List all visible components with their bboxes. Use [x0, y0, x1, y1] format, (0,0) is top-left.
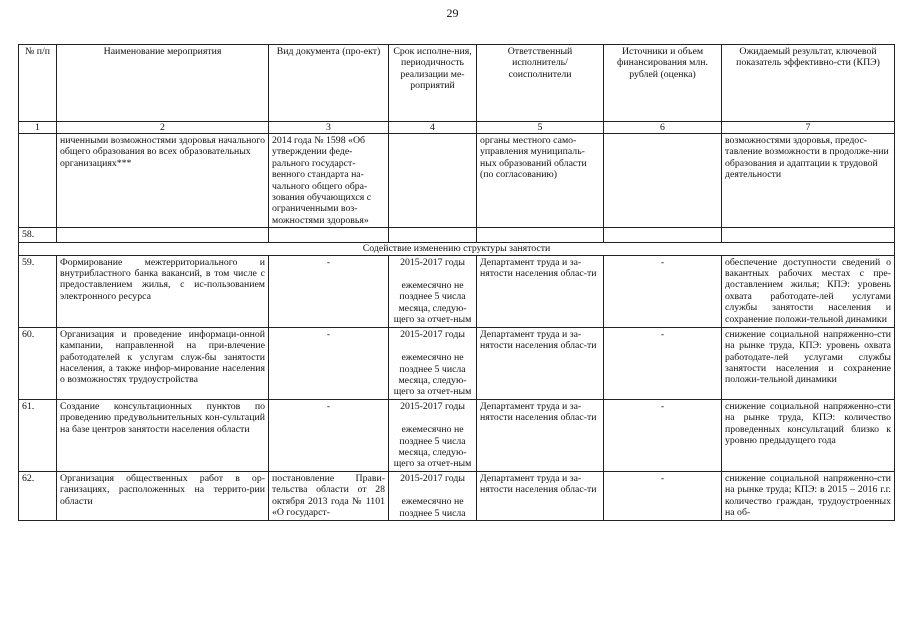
measure-name: Формирование межтерриториального и внутрибластного банка вакансий, в том числе с предоставлением жилья, с ис-пользованием электронного ресурса: [57, 255, 269, 327]
table-row-58: [19, 228, 895, 242]
responsible: Департамент труда и за-нятости населения облас-ти: [477, 327, 604, 399]
section-title: Содействие изменению структуры занятости: [19, 242, 895, 255]
column-number: 4: [389, 122, 477, 134]
responsible: Департамент труда и за-нятости населения облас-ти: [477, 255, 604, 327]
expected-result: снижение социальной напряженно-сти на рынке труда, КПЭ: уровень охвата работодате-лей услугами службы занятости населения и сохранение положи-тельной динамики: [722, 327, 895, 399]
term-years: 2015-2017 годы: [400, 400, 465, 412]
table-row: [19, 471, 895, 520]
measure-name: Организация и проведение информаци-онной кампании, направленной на при-влечение работодателей к услугам служ-бы занятости населения, а также инфор-мирование населения о возможностях трудоустройства: [57, 327, 269, 399]
column-number: 2: [57, 122, 269, 134]
expected-result: снижение социальной напряженно-сти на рынке труда; КПЭ: в 2015 – 2016 г.г. количество граждан, трудоустроенных на об-: [722, 471, 895, 520]
document-type: постановление Прави-тельства области от 28 октября 2013 года № 1101 «О государст-: [269, 471, 389, 520]
row-number: 62.: [19, 471, 57, 520]
header-document-type: Вид документа (про-ект): [269, 45, 389, 122]
term-years: 2015-2017 годы: [400, 256, 465, 268]
document-type: 2014 года № 1598 «Об утверждении феде-рального государст-венного стандарта на-чального общего обра-зования обучающихся с ограниченными воз-можностями здоровья»: [269, 134, 389, 228]
term-period: ежемесячно не позднее 5 числа месяца, следую-щего за отчет-ным: [393, 424, 472, 470]
term: [389, 134, 477, 228]
expected-result: возможностями здоровья, предос-тавление возможности в продолже-нии образования и адаптации к трудовой деятельности: [722, 134, 895, 228]
header-expected-result: Ожидаемый результат, ключевой показатель эффективно-сти (КПЭ): [722, 45, 895, 122]
column-number: 6: [604, 122, 722, 134]
funding: -: [604, 471, 722, 520]
funding: [604, 134, 722, 228]
measure-name: Организация общественных работ в ор-ганизациях, расположенных на террито-рии области: [57, 471, 269, 520]
table-row: [19, 399, 895, 471]
row-number: 61.: [19, 399, 57, 471]
term: [389, 471, 477, 520]
column-number: 5: [477, 122, 604, 134]
column-numbers-row: [19, 122, 895, 134]
row-number: 58.: [19, 228, 57, 242]
term: [389, 327, 477, 399]
funding: -: [604, 255, 722, 327]
column-number: 1: [19, 122, 57, 134]
term: [389, 399, 477, 471]
term-period: ежемесячно не позднее 5 числа: [399, 496, 466, 519]
funding: -: [604, 399, 722, 471]
row-number: [19, 134, 57, 228]
measure-name: ниченными возможностями здоровья начального общего образования во всех образовательных организациях***: [57, 134, 269, 228]
document-type: -: [269, 327, 389, 399]
table-row: [19, 327, 895, 399]
term: [389, 255, 477, 327]
header-measure-name: Наименование мероприятия: [57, 45, 269, 122]
header-funding: Источники и объем финансирования млн. рублей (оценка): [604, 45, 722, 122]
header-number: № п/п: [19, 45, 57, 122]
document-type: -: [269, 399, 389, 471]
row-number: 60.: [19, 327, 57, 399]
term-period: ежемесячно не позднее 5 числа месяца, следую-щего за отчет-ным: [393, 280, 472, 326]
section-row: [19, 242, 895, 255]
header-responsible: Ответственный исполнитель/ соисполнители: [477, 45, 604, 122]
expected-result: снижение социальной напряженно-сти на рынке труда, КПЭ: количество проведенных консультаций близко к уровню предыдущего года: [722, 399, 895, 471]
header-term: Срок исполне-ния, периодичность реализации ме-роприятий: [389, 45, 477, 122]
funding: -: [604, 327, 722, 399]
page-number: 29: [446, 6, 459, 20]
table-row: [19, 255, 895, 327]
responsible: Департамент труда и за-нятости населения облас-ти: [477, 471, 604, 520]
column-number: 3: [269, 122, 389, 134]
term-years: 2015-2017 годы: [400, 472, 465, 484]
continuation-row: [19, 134, 895, 228]
column-number: 7: [722, 122, 895, 134]
expected-result: обеспечение доступности сведений о вакантных рабочих местах с пре-доставлением жилья; КПЭ: уровень охвата работодате-лей услугами службы занятости населения и сохранение положи-тельной динамики: [722, 255, 895, 327]
measure-name: Создание консультационных пунктов по проведению предувольнительных кон-сультаций на базе центров занятости населения области: [57, 399, 269, 471]
row-number: 59.: [19, 255, 57, 327]
responsible: Департамент труда и за-нятости населения облас-ти: [477, 399, 604, 471]
header-row: [19, 45, 895, 122]
term-years: 2015-2017 годы: [400, 328, 465, 340]
term-period: ежемесячно не позднее 5 числа месяца, следую-щего за отчет-ным: [393, 352, 472, 398]
document-type: -: [269, 255, 389, 327]
measures-table: [18, 44, 895, 521]
responsible: органы местного само-управления муниципаль-ных образований области (по согласованию): [477, 134, 604, 228]
